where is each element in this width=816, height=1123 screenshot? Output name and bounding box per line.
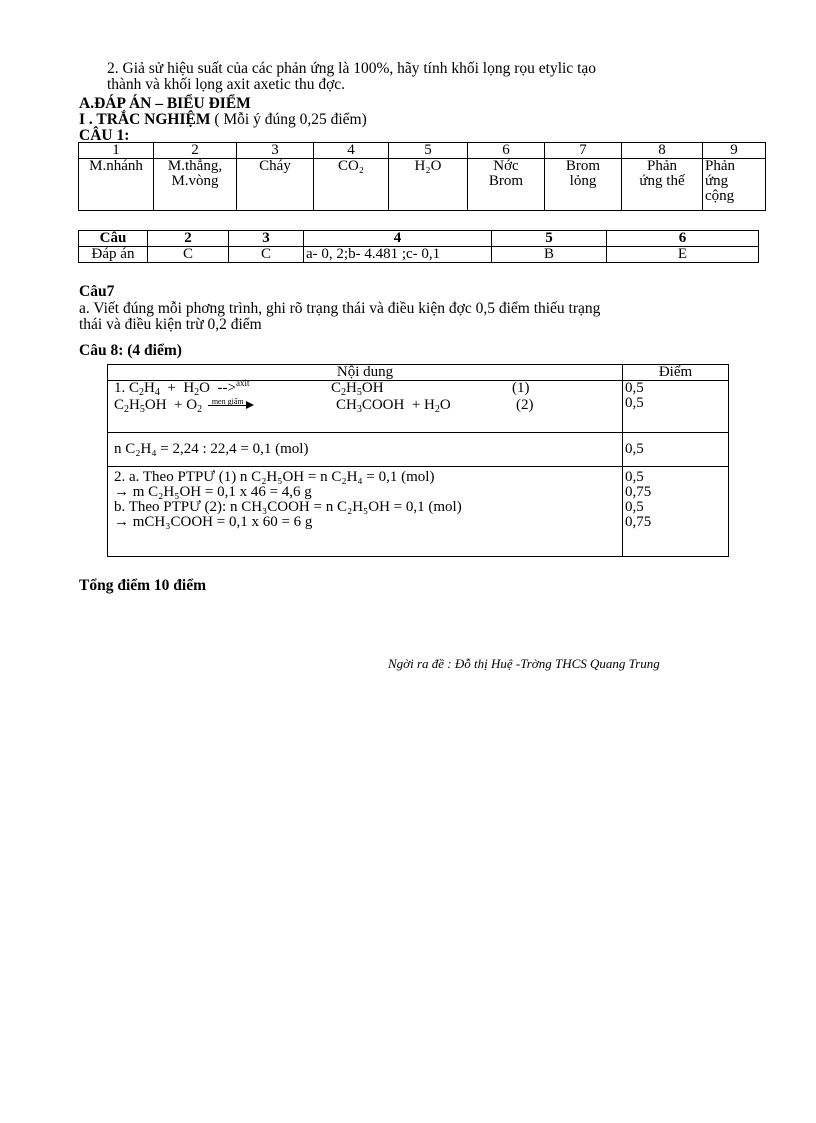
table1-header-1: 1 <box>79 143 154 159</box>
table1-header-7: 7 <box>545 143 622 159</box>
mass-line-4-text: mCH₃COOH = 0,1 x 60 = 6 g <box>132 514 313 530</box>
table1-header-4: 4 <box>314 143 389 159</box>
table2-cell-5: B <box>492 247 607 263</box>
table1-cell-2: M.thẳng, M.vòng <box>154 159 237 211</box>
table-row <box>108 467 729 557</box>
table1-header-2: 2 <box>154 143 237 159</box>
table2-cell-3: C <box>229 247 304 263</box>
table1-cell-9: Phản ứng cộng <box>703 159 766 211</box>
reaction-1-prefix: 1. C <box>114 380 140 396</box>
score-1: 0,5 <box>625 380 644 396</box>
score-5: 0,5 <box>625 499 644 515</box>
table-row <box>79 159 766 211</box>
table-row <box>108 433 729 467</box>
table1-cell-4: CO₂ <box>314 159 389 211</box>
table1-cell-5: H₂O <box>389 159 468 211</box>
table1-header-3: 3 <box>237 143 314 159</box>
table1-cell-7: Brom lỏng <box>545 159 622 211</box>
cau1-label: CÂU 1: <box>79 127 130 144</box>
cau7-line-1: a. Viết đúng mỗi phơng trình, ghi rõ trạng thái và điều kiện đợc 0,5 điểm thiếu trạng <box>79 300 601 317</box>
mass-line-3: b. Theo PTPƯ (2): n CH₃COOH = n C₂H₅OH = 0,1 (mol) <box>114 499 462 515</box>
table-row <box>79 231 759 247</box>
total-score: Tổng điểm 10 điểm <box>79 577 207 594</box>
section-i-note: ( Mỗi ý đúng 0,25 điểm) <box>214 111 367 128</box>
table3-moles-cell: n C₂H₄ = 2,24 : 22,4 = 0,1 (mol) <box>108 433 623 467</box>
reaction-1-catalyst: axit <box>235 378 250 388</box>
table2-cell-4: a- 0, 2;b- 4.481 ;c- 0,1 <box>304 247 492 263</box>
table2-header-5: 5 <box>492 231 607 247</box>
right-arrow-icon: → <box>114 484 129 500</box>
reaction-2-number: (2) <box>516 397 534 413</box>
table3-mass-cell <box>108 467 623 557</box>
answer-key-table <box>78 230 759 263</box>
mass-line-4 <box>114 515 620 530</box>
score-4: 0,75 <box>625 484 652 500</box>
table3-moles-score: 0,5 <box>623 433 729 467</box>
cau7-line-2: thái và điều kiện trừ 0,2 điểm <box>79 316 262 333</box>
table1-cell-8: Phản ứng thế <box>622 159 703 211</box>
score-6: 0,75 <box>625 514 652 530</box>
cau8-scoring-table <box>107 364 729 557</box>
table1-header-8: 8 <box>622 143 703 159</box>
table2-header-2: 2 <box>148 231 229 247</box>
section-a-heading: A.ĐÁP ÁN – BIỂU ĐIỂM <box>79 95 251 112</box>
table2-header-3: 3 <box>229 231 304 247</box>
reaction-2-catalyst: men giấm <box>211 397 244 407</box>
table-row <box>79 143 766 159</box>
section-i-title: I . TRẮC NGHIỆM <box>79 111 211 128</box>
table3-mass-scores <box>623 467 729 557</box>
score-3: 0,5 <box>625 469 644 485</box>
table1-cell-3: Cháy <box>237 159 314 211</box>
cau1-answer-table <box>78 142 766 211</box>
table2-cell-1: Đáp án <box>79 247 148 263</box>
mass-line-2-text: m C₂H₅OH = 0,1 x 46 = 4,6 g <box>132 484 312 500</box>
table1-cell-6: Nớc Brom <box>468 159 545 211</box>
reaction-1: 1. $C_2H_4 + H_2O$ -->$^{axit}$ $C_2H_5OH$ (1) <box>114 378 530 398</box>
table3-header-score: Điểm <box>623 365 729 381</box>
mass-line-1: 2. a. Theo PTPƯ (1) n C₂H₅OH = n C₂H₄ = 0,1 (mol) <box>114 469 435 485</box>
table2-cell-6: E <box>607 247 759 263</box>
table3-reactions-scores <box>623 381 729 433</box>
table1-header-9: 9 <box>703 143 766 159</box>
intro-line-1: 2. Giả sử hiệu suất của các phản ứng là 100%, hãy tính khối lọng rọu etylic tạo <box>107 60 596 77</box>
table2-header-6: 6 <box>607 231 759 247</box>
table1-header-5: 5 <box>389 143 468 159</box>
table-row <box>79 247 759 263</box>
table-row <box>108 381 729 433</box>
table-row <box>108 365 729 381</box>
reaction-2: $C_2H_5OH + O_2$ men giấm $CH_3COOH + H_2O$ (2) <box>114 398 620 415</box>
cau7-label: Câu7 <box>79 283 115 300</box>
reaction-arrow-icon <box>208 397 252 407</box>
table3-reactions-cell <box>108 378 623 433</box>
author-signature: Ngời ra đề : Đỗ thị Huệ -Trờng THCS Quang Trung <box>388 656 660 671</box>
score-2: 0,5 <box>625 395 644 411</box>
reaction-1-number: (1) <box>512 380 530 396</box>
table2-cell-2: C <box>148 247 229 263</box>
right-arrow-icon: → <box>114 514 129 530</box>
mass-line-2 <box>114 485 620 500</box>
table3-header-content: Nội dung <box>108 365 623 381</box>
table2-header-1: Câu <box>79 231 148 247</box>
cau8-label: Câu 8: (4 điểm) <box>79 342 182 359</box>
table1-header-6: 6 <box>468 143 545 159</box>
table2-header-4: 4 <box>304 231 492 247</box>
table1-cell-1: M.nhánh <box>79 159 154 211</box>
intro-line-2: thành và khối lọng axit axetic thu đợc. <box>107 76 346 93</box>
